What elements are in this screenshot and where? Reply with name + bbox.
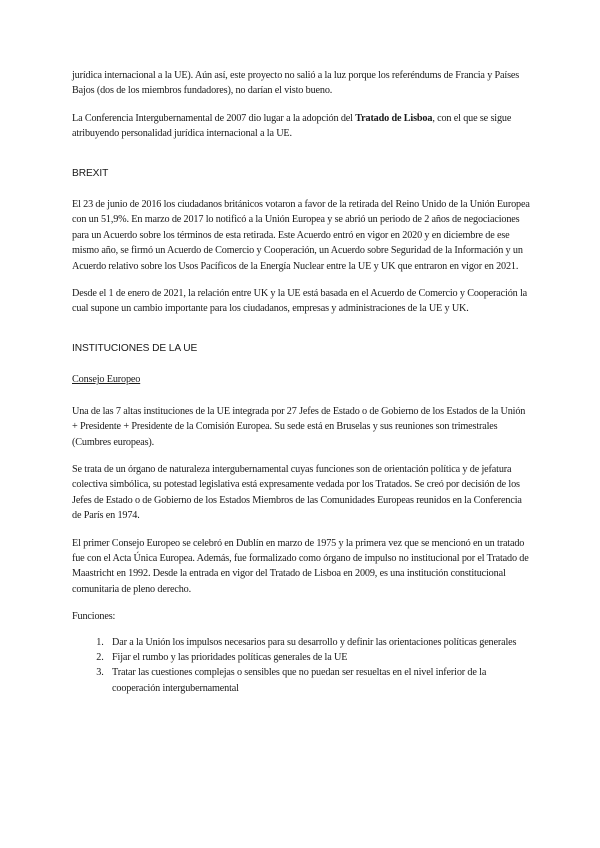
funciones-item: 1. Dar a la Unión los impulsos necesarios para su desarrollo y definir las orientaciones políticas generales: [106, 635, 530, 650]
funciones-label: Funciones:: [72, 611, 116, 623]
consejo-paragraph-3: El primer Consejo Europeo se celebró en Dublín en marzo de 1975 y la primera vez que se mencionó en un tratado fue con el Acta Única Europea. Además, fue formalizado como órgano de impulso no institucional por el Tratado de Maastricht en 1992. Desde la entrada en vigor del Tratado de Lisboa en 2009, es una institución constitucional comunitaria de pleno derecho.: [72, 537, 529, 595]
funciones-list: [72, 635, 530, 697]
funciones-item: 3. Tratar las cuestiones complejas o sensibles que no puedan ser resueltas en el nivel inferior de la cooperación intergubernamental: [106, 665, 530, 696]
brexit-paragraph-2: Desde el 1 de enero de 2021, la relación entre UK y la UE está basada en el Acuerdo de Comercio y Cooperación la cual supone un cambio importante para los ciudadanos, empresas y administraciones de la UE y UK.: [72, 288, 528, 315]
brexit-paragraph-1: El 23 de junio de 2016 los ciudadanos británicos votaron a favor de la retirada del Reino Unido de la Unión Europea con un 51,9%. En marzo de 2017 lo notificó a la Unión Europea y se abrió un periodo de 2 años de negociaciones para un Acuerdo sobre los términos de esta retirada. Este Acuerdo entró en vigor en 2020 y en diciembre de ese mismo año, se firmó un Acuerdo de Comercio y Cooperación, un Acuerdo sobre Seguridad de la Información y un Acuerdo relativo sobre los Usos Pacíficos de la Energía Nuclear entre la UE y UK que entraron en vigor en 2021.: [72, 199, 530, 272]
consejo-paragraph-2: Se trata de un órgano de naturaleza intergubernamental cuyas funciones son de orientación política y de jefatura colectiva simbólica, su potestad legislativa está expresamente vedada por los Tratados. Se creó por decisión de los Jefes de Estado o de Gobierno de los Estados Miembros de las Comunidades Europeas reunidos en la Conferencia de París en 1974.: [72, 463, 522, 522]
document-page: [72, 68, 530, 696]
intro-paragraph-2: [72, 111, 530, 142]
consejo-europeo-subheading: Consejo Europeo: [72, 374, 141, 386]
instituciones-heading: INSTITUCIONES DE LA UE: [72, 342, 198, 354]
funciones-item: 2. Fijar el rumbo y las prioridades políticas generales de la UE: [106, 650, 530, 665]
tratado-lisboa-bold: Tratado de Lisboa: [355, 112, 433, 124]
brexit-heading: BREXIT: [72, 167, 109, 179]
consejo-paragraph-1: Una de las 7 altas instituciones de la UE integrada por 27 Jefes de Estado o de Gobierno de los Estados de la Unión + Presidente + Presidente de la Comisión Europea. Su sede está en Bruselas y sus reuniones son trimestrales (Cumbres europeas).: [72, 405, 526, 448]
intro-p2-text-after: , con el que se sigue atribuyendo personalidad jurídica internacional a la UE.: [72, 112, 512, 140]
intro-paragraph-1: jurídica internacional a la UE). Aún así, este proyecto no salió a la luz porque los referéndums de Francia y Países Bajos (dos de los miembros fundadores), no darían el visto bueno.: [72, 70, 520, 97]
intro-p2-text-before: La Conferencia Intergubernamental de 2007 dio lugar a la adopción del: [72, 112, 356, 124]
